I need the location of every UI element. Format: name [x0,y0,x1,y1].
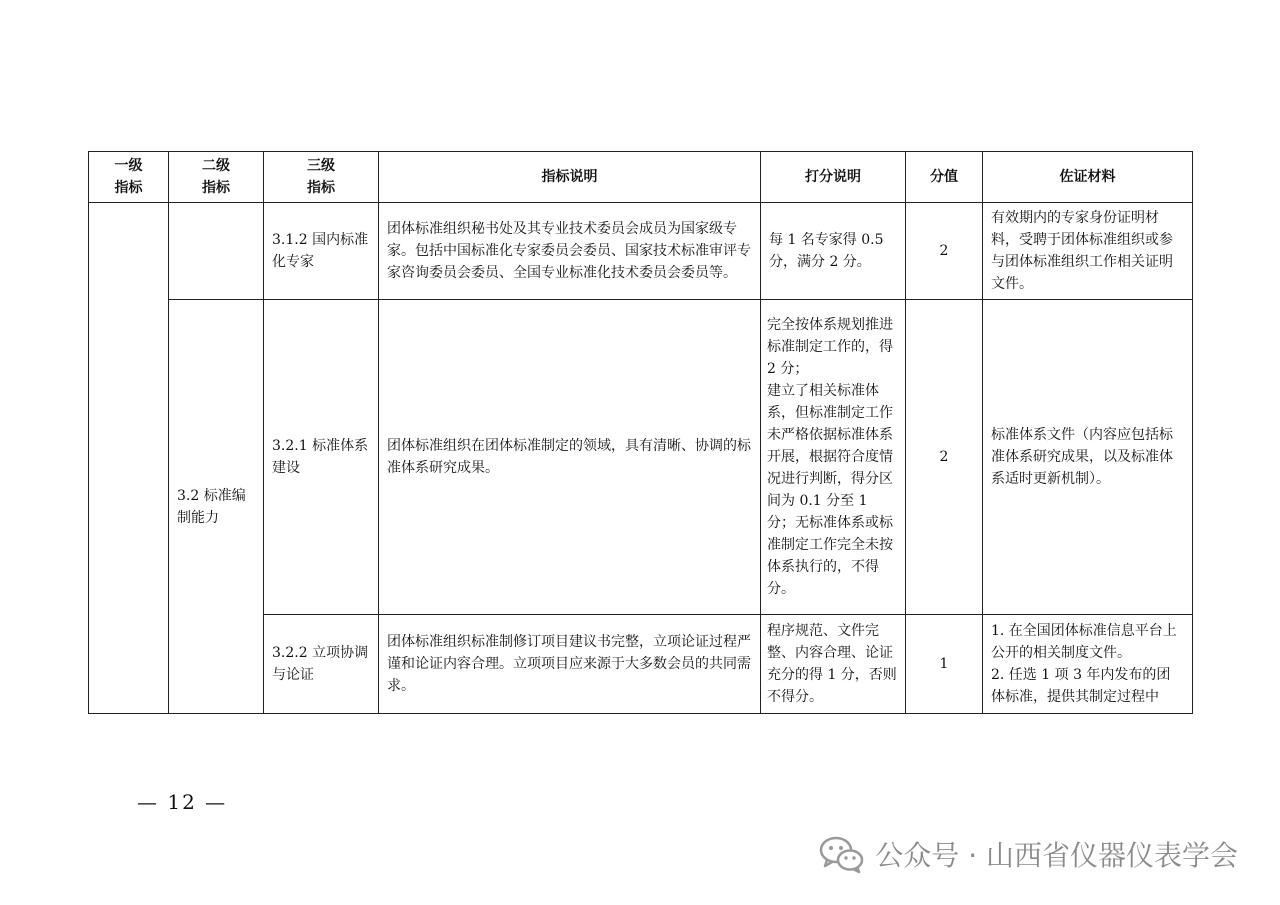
header-evidence: 佐证材料 [983,152,1193,203]
cell-score: 1 [906,615,983,714]
cell-level3: 3.2.2 立项协调与论证 [264,615,379,714]
cell-score: 2 [906,203,983,300]
cell-description: 团体标准组织标准制修订项目建议书完整，立项论证过程严谨和论证内容合理。立项项目应来源于大多数会员的共同需求。 [379,615,761,714]
cell-level1-empty [89,203,169,714]
cell-scoring: 程序规范、文件完整、内容合理、论证充分的得 1 分，否则不得分。 [761,615,906,714]
cell-level3: 3.1.2 国内标准化专家 [264,203,379,300]
header-scoring: 打分说明 [761,152,906,203]
cell-evidence: 有效期内的专家身份证明材料，受聘于团体标准组织或参与团体标准组织工作相关证明文件。 [983,203,1193,300]
cell-level3: 3.2.1 标准体系建设 [264,300,379,615]
wechat-icon [819,834,865,874]
evaluation-table [88,151,1193,714]
header-score: 分值 [906,152,983,203]
header-level1: 一级 指标 [89,152,169,203]
cell-description: 团体标准组织秘书处及其专业技术委员会成员为国家级专家。包括中国标准化专家委员会委员、国家技术标准审评专家咨询委员会委员、全国专业标准化技术委员会委员等。 [379,203,761,300]
watermark [819,834,1238,874]
header-level3: 三级 指标 [264,152,379,203]
cell-description: 团体标准组织在团体标准制定的领域，具有清晰、协调的标准体系研究成果。 [379,300,761,615]
watermark-text: 公众号 · 山西省仪器仪表学会 [875,839,1238,872]
page-number: — 12 — [137,790,228,814]
cell-score: 2 [906,300,983,615]
cell-scoring: 每 1 名专家得 0.5 分，满分 2 分。 [761,203,906,300]
table-header-row [89,152,1193,203]
table-row [89,300,1193,615]
cell-level2: 3.2 标准编制能力 [169,300,264,714]
table-row [89,203,1193,300]
header-description: 指标说明 [379,152,761,203]
header-level2: 二级 指标 [169,152,264,203]
cell-scoring: 完全按体系规划推进标准制定工作的，得 2 分； 建立了相关标准体系，但标准制定工作未严格依据标准体系开展，根据符合度情况进行判断，得分区间为 0.1 分至 1 分；无标准体系或标准制定工作完全未按体系执行的，不得分。 [761,300,906,615]
cell-level2-empty [169,203,264,300]
cell-evidence: 标准体系文件（内容应包括标准体系研究成果，以及标准体系适时更新机制）。 [983,300,1193,615]
cell-evidence: 1. 在全国团体标准信息平台上公开的相关制度文件。 2. 任选 1 项 3 年内发布的团体标准，提供其制定过程中 [983,615,1193,714]
